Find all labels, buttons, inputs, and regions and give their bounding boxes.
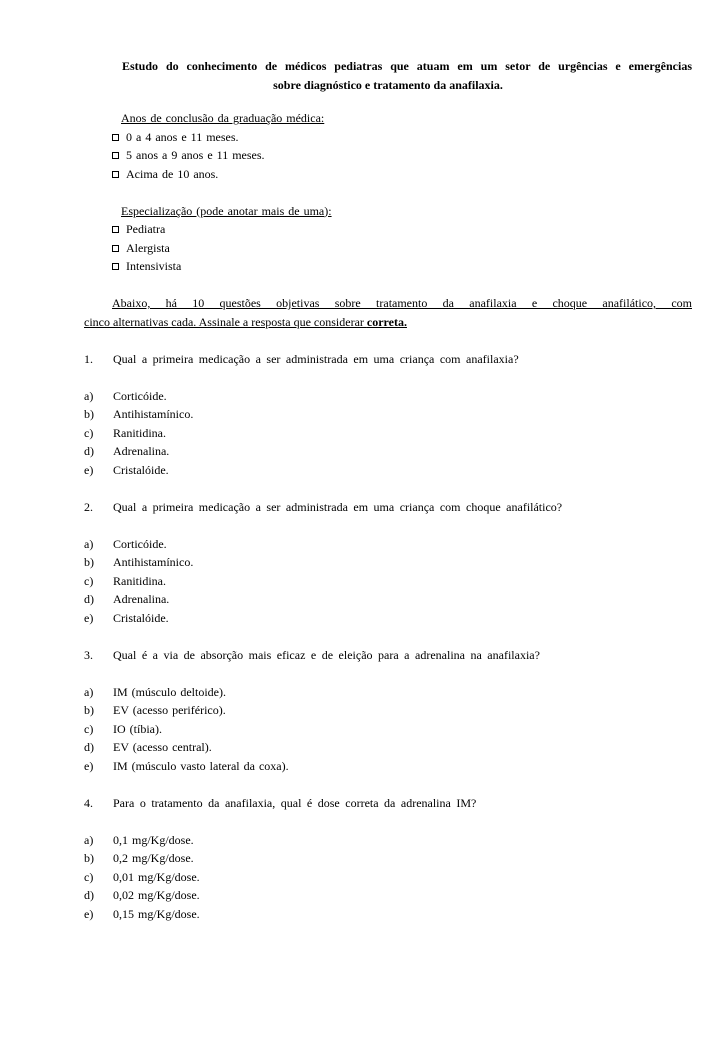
- option-row: [84, 424, 692, 443]
- question-number: 4.: [84, 795, 93, 810]
- option-letter: d): [84, 592, 94, 606]
- options-list: [84, 387, 692, 480]
- option-text: 0,15 mg/Kg/dose.: [113, 906, 200, 921]
- instructions-line-2: [84, 313, 692, 332]
- option-text: Adrenalina.: [113, 444, 170, 458]
- option-text: IM (músculo vasto lateral da coxa).: [113, 758, 289, 773]
- checkbox-icon[interactable]: [112, 171, 119, 178]
- option-row: [84, 387, 692, 406]
- section-graduation-years: [84, 109, 692, 183]
- question-line: [84, 646, 692, 665]
- instructions-bold-word: correta.: [366, 314, 407, 329]
- checkbox-item: [112, 220, 692, 239]
- question-text: Para o tratamento da anafilaxia, qual é dose correta da adrenalina IM?: [113, 795, 477, 810]
- option-text: IO (tíbia).: [113, 721, 162, 736]
- option-letter: b): [84, 851, 94, 865]
- option-text: 0,02 mg/Kg/dose.: [113, 888, 200, 902]
- checkbox-icon[interactable]: [112, 134, 119, 141]
- checkbox-item: [112, 257, 692, 276]
- question-text: Qual é a via de absorção mais eficaz e de eleição para a adrenalina na anafilaxia?: [113, 647, 540, 662]
- instructions-line-1: Abaixo, há 10 questões objetivas sobre tratamento da anafilaxia e choque anafilático, com: [112, 296, 692, 310]
- checkbox-item: [112, 239, 692, 258]
- option-row: [84, 405, 692, 424]
- option-text: 0,2 mg/Kg/dose.: [113, 851, 194, 865]
- checkbox-label: 5 anos a 9 anos e 11 meses.: [126, 148, 265, 162]
- option-letter: c): [84, 869, 94, 884]
- option-letter: b): [84, 703, 94, 717]
- option-letter: c): [84, 425, 94, 440]
- option-row: [84, 535, 692, 554]
- option-text: IM (músculo deltoide).: [113, 684, 226, 699]
- instructions-paragraph: [84, 294, 692, 331]
- option-letter: a): [84, 536, 94, 551]
- option-row: [84, 683, 692, 702]
- checkbox-icon[interactable]: [112, 263, 119, 270]
- option-row: [84, 831, 692, 850]
- title-line-1: Estudo do conhecimento de médicos pediatras que atuam em um setor de urgências e emergências: [122, 59, 692, 73]
- option-text: EV (acesso central).: [113, 740, 212, 754]
- checkbox-item: [112, 146, 692, 165]
- option-text: Antihistamínico.: [113, 407, 194, 421]
- option-letter: d): [84, 444, 94, 458]
- checkbox-label: Intensivista: [126, 259, 182, 273]
- option-row: [84, 590, 692, 609]
- section-heading: Especialização (pode anotar mais de uma):: [121, 203, 332, 218]
- instructions-line-2-text: cinco alternativas cada. Assinale a resposta que considerar: [84, 314, 367, 329]
- option-text: Ranitidina.: [113, 573, 166, 588]
- option-letter: b): [84, 555, 94, 569]
- option-row: [84, 461, 692, 480]
- question-block-3: [84, 646, 692, 776]
- option-text: Corticóide.: [113, 388, 167, 403]
- question-block-4: [84, 794, 692, 924]
- option-letter: a): [84, 684, 94, 699]
- option-row: [84, 720, 692, 739]
- option-letter: c): [84, 573, 94, 588]
- options-list: [84, 535, 692, 628]
- option-row: [84, 572, 692, 591]
- title-line-2: sobre diagnóstico e tratamento da anafilaxia.: [273, 77, 503, 92]
- options-list: [84, 831, 692, 924]
- option-text: Cristalóide.: [113, 462, 169, 477]
- checkbox-icon[interactable]: [112, 152, 119, 159]
- option-letter: e): [84, 610, 94, 625]
- question-line: [84, 794, 692, 813]
- question-number: 3.: [84, 647, 93, 662]
- question-line: [84, 498, 692, 517]
- option-row: [84, 868, 692, 887]
- option-text: Ranitidina.: [113, 425, 166, 440]
- option-letter: a): [84, 832, 94, 847]
- checkbox-label: Alergista: [126, 240, 170, 255]
- checkbox-item: [112, 128, 692, 147]
- question-text: Qual a primeira medicação a ser administrada em uma criança com choque anafilático?: [113, 499, 563, 514]
- options-list: [84, 683, 692, 776]
- option-text: Corticóide.: [113, 536, 167, 551]
- section-heading: Anos de conclusão da graduação médica:: [121, 111, 325, 125]
- option-text: Cristalóide.: [113, 610, 169, 625]
- option-letter: c): [84, 721, 94, 736]
- section-specialization: [84, 202, 692, 276]
- question-text: Qual a primeira medicação a ser administrada em uma criança com anafilaxia?: [113, 351, 519, 366]
- checkbox-icon[interactable]: [112, 226, 119, 233]
- option-row: [84, 905, 692, 924]
- option-letter: e): [84, 906, 94, 921]
- option-row: [84, 609, 692, 628]
- question-block-2: [84, 498, 692, 628]
- option-letter: e): [84, 758, 94, 773]
- checkbox-item: [112, 165, 692, 184]
- question-block-1: [84, 350, 692, 480]
- option-letter: a): [84, 388, 94, 403]
- checkbox-label: Acima de 10 anos.: [126, 166, 219, 181]
- question-line: [84, 350, 692, 369]
- option-row: [84, 553, 692, 572]
- checkbox-label: Pediatra: [126, 222, 166, 236]
- checkbox-label: 0 a 4 anos e 11 meses.: [126, 129, 239, 144]
- document-title: [84, 57, 692, 94]
- option-letter: d): [84, 740, 94, 754]
- option-row: [84, 738, 692, 757]
- option-letter: b): [84, 407, 94, 421]
- option-row: [84, 886, 692, 905]
- question-number: 2.: [84, 499, 93, 514]
- option-text: 0,01 mg/Kg/dose.: [113, 869, 200, 884]
- checkbox-icon[interactable]: [112, 245, 119, 252]
- option-letter: d): [84, 888, 94, 902]
- option-text: Adrenalina.: [113, 592, 170, 606]
- option-row: [84, 849, 692, 868]
- question-number: 1.: [84, 351, 93, 366]
- option-letter: e): [84, 462, 94, 477]
- option-text: EV (acesso periférico).: [113, 703, 226, 717]
- option-text: 0,1 mg/Kg/dose.: [113, 832, 194, 847]
- option-row: [84, 757, 692, 776]
- option-text: Antihistamínico.: [113, 555, 194, 569]
- option-row: [84, 442, 692, 461]
- option-row: [84, 701, 692, 720]
